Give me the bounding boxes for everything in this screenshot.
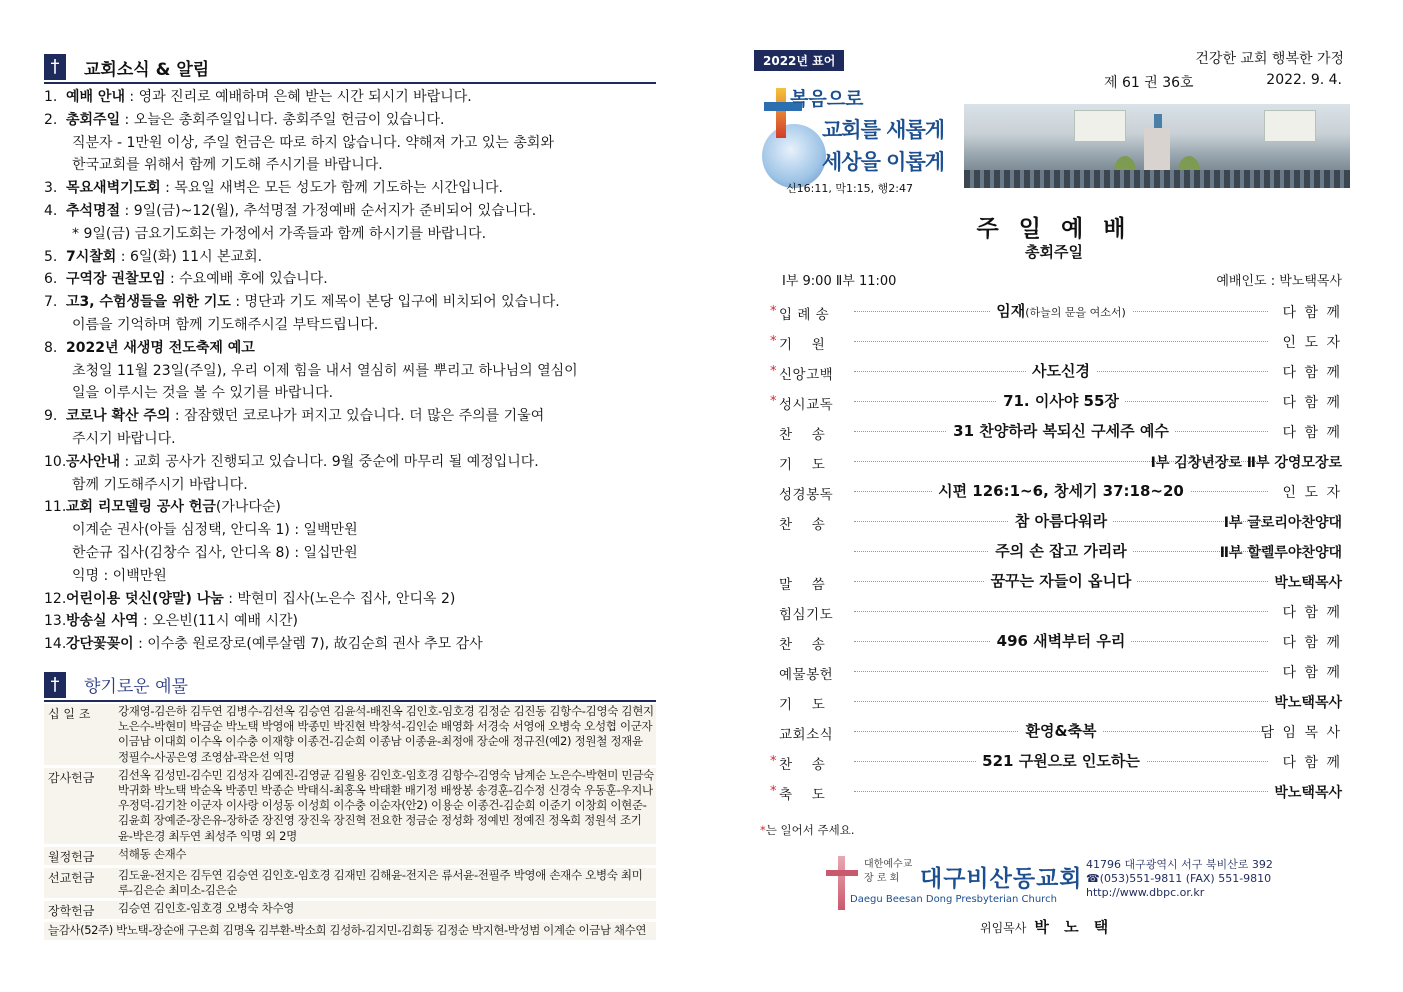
order-row [754,446,1354,476]
offering-title: 향기로운 예물 [84,677,188,698]
news-item: 함께 기도해주시기 바랍니다. [72,476,248,493]
news-item: 2. 총회주일 : 오늘은 총회주일입니다. 총회주일 헌금이 있습니다. [44,111,445,128]
news-item: 이계순 권사(아들 심정택, 안디옥 1) : 일백만원 [72,522,358,539]
news-item: 주시기 바랍니다. [72,430,176,447]
order-item-content: 환영&축복 [1019,722,1102,740]
order-item-person: 다 함 께 [1282,305,1342,321]
order-item-name: 찬 송 [779,757,826,773]
offering-section [44,670,656,940]
order-item-person: 다 함 께 [1282,635,1342,651]
order-item-person: 다 함 께 [1282,425,1342,441]
order-item-name: 힘심기도 [779,607,834,623]
service-title: 주 일 예 배 [976,215,1132,242]
news-item: 일을 이루시는 것을 볼 수 있기를 바랍니다. [72,385,334,402]
news-item: 1. 예배 안내 : 영과 진리로 예배하며 은혜 받는 시간 되시기 바랍니다. [44,89,472,105]
news-item: 익명 : 이백만원 [72,567,167,584]
order-item-name: 찬 송 [779,637,826,653]
order-item-name: 입 례 송 [779,307,830,323]
offering-row [44,704,656,765]
globe-icon [762,124,826,188]
order-row [754,386,1354,416]
standing-star-icon: * [770,784,777,799]
offering-footer: 늘감사(52주) 박노택-장순애 구은희 김명옥 김부환-박소희 김성하-김지민-김희동 김정순 박지현-박성범 이계순 이금남 채수연 [44,922,656,940]
order-item-person: 박노택목사 [1274,695,1342,711]
slogan-line2: 교회를 새롭게 [822,117,945,142]
left-page [44,52,656,940]
offering-names: 김선옥 김성민-김수민 김성자 김예진-김영균 김월용 김인호-임호경 김항수-김영숙 남계순 노은수-박현미 민금숙 박귀화 박노택 박순옥 박종민 박종순 박태식-최홍옥 박태환 배기정 배쌍봉 송경훈-김수정 신경숙 우동훈-우지나 우정덕-김기찬 이군자 이사랑 이성동 이성희 이수충 이순자(안2) 이용순 이종건-김순희 이준기 이창희 이현준-김윤희 장예준-장은유-장하준 장진영 장진욱 장진혁 전요한 정금순 정성화 정예빈 정예진 정옥희 정원석 조기윤-박은경 최두연 최성주 익명 외 2명 [118,767,654,843]
order-item-name: 기 도 [779,457,826,473]
order-item-content: 496 새벽부터 우리 [991,632,1132,650]
news-item: 8. 2022년 새생명 전도축제 예고 [44,339,255,356]
order-item-name: 성경봉독 [779,487,834,503]
church-footer [824,856,1344,916]
order-row [754,656,1354,686]
order-item-content: 521 구원으로 인도하는 [976,752,1146,770]
offering-label: 월정헌금 [48,849,95,864]
order-item-content: 시편 126:1~6, 창세기 37:18~20 [932,482,1190,500]
standing-note: *는 일어서 주세요. [760,823,855,837]
order-row [754,746,1354,776]
news-item: 직분자 - 1만원 이상, 주일 헌금은 따로 하지 않습니다. 약해져 가고 있는 총회와 [72,134,554,151]
order-of-service [754,296,1354,806]
standing-star-icon: * [770,334,777,349]
order-row [754,626,1354,656]
news-item: * 9일(금) 금요기도회는 가정에서 가족들과 함께 하시기를 바랍니다. [72,225,487,242]
worship-leader: 예배인도 : 박노택목사 [1216,274,1342,289]
church-address: 41796 대구광역시 서구 북비산로 392 ☎(053)551-9811 (FAX) 551-9810 http://www.dbpc.or.kr [1086,858,1273,899]
slogan-line3: 세상을 이롭게 [822,149,945,174]
offering-names: 김승연 김인호-임호경 오병숙 차수영 [118,901,295,916]
pastor-signature: 위임목사 박 노 택 [980,918,1114,936]
order-row [754,326,1354,356]
order-row [754,566,1354,596]
news-item: 한국교회를 위해서 함께 기도해 주시기를 바랍니다. [72,157,383,174]
sanctuary-photo [964,104,1350,188]
order-item-content: 임재(하늘의 문을 여소서) [990,302,1132,320]
news-item: 초청일 11월 23일(주일), 우리 이제 힘을 내서 열심히 씨를 뿌리고 하나님의 열심이 [72,362,578,379]
offering-row [44,768,656,844]
year-badge: 2022년 표어 [754,50,844,71]
order-row [754,596,1354,626]
order-item-name: 찬 송 [779,517,826,533]
order-item-name: 성시교독 [779,397,834,413]
news-item-heading: 고3, 수험생들을 위한 기도 [66,294,231,311]
order-item-name: 기 원 [779,337,826,353]
church-name: 대구비산동교회 [920,866,1083,892]
offering-row [44,901,656,919]
news-item-heading: 강단꽃꽂이 [66,636,134,653]
news-item-heading: 방송실 사역 [66,613,139,630]
news-item-heading: 총회주일 [66,111,121,128]
offering-label: 장학헌금 [48,904,95,919]
cross-icon: † [44,672,66,698]
news-item: 5. 7시찰회 : 6일(화) 11시 본교회. [44,248,263,265]
standing-star-icon: * [770,364,777,379]
order-item-person: 인 도 자 [1282,485,1342,501]
offering-label: 감사헌금 [48,770,95,785]
news-item-heading: 코로나 확산 주의 [66,408,171,425]
service-subtitle: 총회주일 [1025,243,1083,261]
standing-star-icon: * [770,754,777,769]
news-item: 3. 목요새벽기도회 : 목요일 새벽은 모든 성도가 함께 기도하는 시간입니다. [44,180,503,197]
volume-number: 제 61 권 36호 [1104,75,1194,91]
order-item-person: 박노택목사 [1274,575,1342,591]
news-item: 7. 고3, 수험생들을 위한 기도 : 명단과 기도 제목이 본당 입구에 비치되어 있습니다. [44,294,560,311]
standing-star-icon: * [770,304,777,319]
order-item-content: 31 찬양하라 복되신 구세주 예수 [947,422,1175,440]
news-item: 한순규 집사(김창수 집사, 안디옥 8) : 일십만원 [72,544,358,561]
cross-icon: † [44,54,66,80]
church-english-name: Daegu Beesan Dong Presbyterian Church [850,894,1057,905]
order-item-name: 말 씀 [779,577,826,593]
offering-label: 십 일 조 [48,706,91,721]
order-item-name: 축 도 [779,787,826,803]
order-row [754,776,1354,806]
order-row [754,506,1354,536]
order-item-content: 71. 이사야 55장 [997,392,1125,410]
order-item-person: 박노택목사 [1274,785,1342,801]
order-row [754,296,1354,326]
order-item-person: 다 함 께 [1282,365,1342,381]
order-row [754,476,1354,506]
offering-names: 김도윤-전지은 김두연 김승연 김인호-임호경 김재민 김해윤-전지은 류서윤-전필주 박영애 손재수 오병숙 최미루-김은순 최미소-김은순 [118,867,643,897]
order-item-person: 다 함 께 [1282,395,1342,411]
bulletin-date: 2022. 9. 4. [1266,72,1342,88]
offering-row [44,847,656,865]
order-item-name: 기 도 [779,697,826,713]
order-row [754,416,1354,446]
offering-label: 선교헌금 [48,870,95,885]
news-item-heading: 7시찰회 [66,248,117,265]
news-item-heading: 2022년 새생명 전도축제 예고 [66,339,255,356]
news-item: 13.방송실 사역 : 오은빈(11시 예배 시간) [44,613,298,630]
news-item: 12.어린이용 덧신(양말) 나눔 : 박현미 집사(노은수 집사, 안디옥 2) [44,590,456,607]
order-item-person: 담 임 목 사 [1260,725,1342,741]
order-item-person: Ⅱ부 할렐루야찬양대 [1219,545,1342,561]
news-item-heading: 추석명절 [66,202,121,219]
order-item-person: 다 함 께 [1282,755,1342,771]
news-item: 11.교회 리모델링 공사 헌금(가나다순) [44,499,281,516]
order-row [754,716,1354,746]
news-item-heading: 예배 안내 [66,89,125,105]
order-row [754,686,1354,716]
order-item-person: 인 도 자 [1282,335,1342,351]
news-item-heading: 어린이용 덧신(양말) 나눔 [66,590,224,607]
cross-icon [776,88,786,138]
order-item-name: 예물봉헌 [779,667,834,683]
order-item-content: 꿈꾸는 자들이 옵니다 [985,572,1138,590]
order-item-person: Ⅰ부 글로리아찬양대 [1223,515,1342,531]
offering-names: 강재영-김은하 김두연 김병수-김선옥 김승연 김윤석-배진옥 김인호-임호경 김정순 김진동 김항수-김영숙 김현지 노은수-박현미 박금순 박노택 박영애 박종민 박진현 박창석-김인순 배영화 서경숙 서영애 오병숙 오성협 이군자 이금남 이대희 이수옥 이수충 이재향 이종건-김순희 이종남 이종윤-최정애 장순애 정규진(예2) 정원철 정재윤 정필수-사공은영 조영삼-곽은선 익명 [118,703,654,764]
news-item: 6. 구역장 권찰모임 : 수요예배 후에 있습니다. [44,271,328,288]
order-item-name: 신앙고백 [779,367,834,383]
order-item-content: 주의 손 잡고 가리라 [989,542,1133,560]
order-item-content: 참 아름다워라 [1009,512,1113,530]
offering-row [44,868,656,898]
order-item-person: Ⅰ부 김창년장로 Ⅱ부 강영모장로 [1150,455,1342,471]
news-item-heading: 목요새벽기도회 [66,180,161,197]
order-item-name: 교회소식 [779,727,834,743]
order-row [754,536,1354,566]
news-item-heading: 공사안내 [66,453,121,470]
service-times: Ⅰ부 9:00 Ⅱ부 11:00 [782,274,897,289]
order-row [754,356,1354,386]
offering-section-header [44,670,656,702]
news-item: 10.공사안내 : 교회 공사가 진행되고 있습니다. 9월 중순에 마무리 될 예정입니다. [44,453,539,470]
slogan-line1: 복음으로 [790,88,864,110]
news-title: 교회소식 & 알림 [84,59,210,80]
news-list [44,86,656,656]
scripture-reference: 신16:11, 막1:15, 행2:47 [786,182,913,195]
news-item-heading: 구역장 권찰모임 [66,271,166,288]
news-item-heading: 교회 리모델링 공사 헌금 [66,499,216,516]
standing-star-icon: * [770,394,777,409]
news-item: 9. 코로나 확산 주의 : 잠잠했던 코로나가 퍼지고 있습니다. 더 많은 주의를 기울여 [44,408,545,425]
order-item-person: 다 함 께 [1282,665,1342,681]
motto: 건강한 교회 행복한 가정 [1195,51,1344,67]
news-section-header [44,52,656,84]
order-item-content: 사도신경 [1026,362,1096,380]
offering-list [44,704,656,919]
news-item: 14.강단꽃꽂이 : 이수충 원로장로(예루살렘 7), 故김순희 권사 추모 감사 [44,636,483,653]
offering-names: 석해동 손재수 [118,846,187,861]
slogan-logo [762,84,958,194]
news-item: 4. 추석명절 : 9일(금)~12(월), 추석명절 가정예배 순서지가 준비되어 있습니다. [44,202,537,219]
news-item: 이름을 기억하며 함께 기도해주시길 부탁드립니다. [72,316,379,333]
order-item-name: 찬 송 [779,427,826,443]
denomination: 대한예수교 장 로 회 [864,859,913,884]
order-item-person: 다 함 께 [1282,605,1342,621]
